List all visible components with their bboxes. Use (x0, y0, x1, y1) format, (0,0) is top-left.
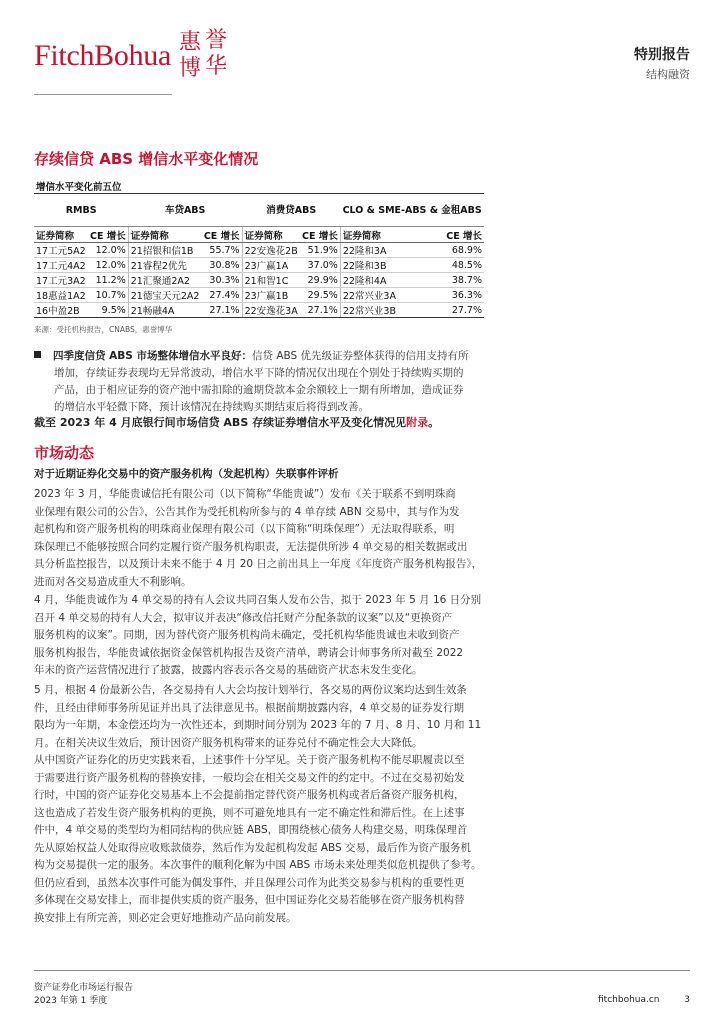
ce-change-cell: 27.7% (425, 303, 484, 318)
security-name-cell: 21睿程2优先 (128, 258, 201, 273)
paragraph-line: 服务机构的议案”。同期，因为替代资产服务机构尚未确定，受托机构华能贵诚也未收到资产 (34, 629, 460, 641)
appendix-link[interactable]: 附录 (406, 416, 429, 429)
paragraph-line: 于需要进行资产服务机构的替换安排，一般均会在相关交易文件的约定中。不过在交易初始发 (34, 771, 465, 784)
bullet-paragraph (34, 348, 484, 416)
security-name-cell: 22安逸花3A (242, 303, 300, 318)
paragraph-line: 进而对各交易造成重大不利影响。 (34, 575, 192, 588)
paragraph-line: 先从原始权益人处取得应收账款债券，然后作为发起机构发起 ABS 交易，最后作为资产服务机 (34, 841, 472, 854)
paragraph-line: 限均为一年期，本金偿还均为一次性还本，到期时间分别为 2023 年的 7 月、8 月、10 月和 11 (34, 719, 482, 731)
seal-char: 博 (179, 56, 202, 81)
paragraph-line: 起机构和资产服务机构的明珠商业保理有限公司（以下简称“明珠保理”）无法取得联系，明 (34, 523, 455, 535)
ce-change-cell: 12.0% (88, 258, 128, 273)
appendix-note-end: 。 (428, 416, 440, 429)
group-header: RMBS (34, 194, 128, 227)
group-header: 消费贷ABS (242, 194, 340, 227)
seal-char: 誉 (205, 28, 228, 53)
security-name-cell: 22常兴业3B (340, 303, 425, 318)
security-name-cell: 22隆和3A (340, 243, 425, 258)
table-row (34, 303, 484, 318)
bullet-text: 信贷 ABS 优先级证券整体获得的信用支持有所 (252, 350, 469, 362)
paragraph-line: 这也造成了若发生资产服务机构的更换，则不可避免地具有一定不确定性和滞后性。在上述事 (34, 806, 465, 819)
security-name-cell: 23广赢1B (242, 288, 300, 303)
security-name-cell: 21汇聚通2A2 (128, 273, 201, 288)
footer-divider (34, 970, 690, 971)
security-name-cell: 23广赢1A (242, 258, 300, 273)
security-name-cell: 18惠益1A2 (34, 288, 88, 303)
ce-change-cell: 68.9% (425, 243, 484, 258)
logo-text: FitchBohua (34, 39, 171, 72)
report-type-title: 特别报告 (634, 47, 690, 63)
ce-change-cell: 9.5% (88, 303, 128, 318)
paragraph-line: 行时，中国的资产证券化交易基本上不会提前指定替代资产服务机构或者后备资产服务机构， (34, 789, 465, 801)
ce-change-cell: 11.2% (88, 273, 128, 288)
section-title-ce: 存续信贷 ABS 增信水平变化情况 (34, 150, 259, 168)
security-name-cell: 21畅融4A (128, 303, 201, 318)
column-header: CE 增长 (88, 227, 128, 243)
paragraph-line: 年末的资产运营情况进行了披露，披露内容表示各交易的基础资产状态未发生变化。 (34, 664, 423, 676)
table-row (34, 273, 484, 288)
ce-change-cell: 12.0% (88, 243, 128, 258)
paragraph-line: 月。在相关决议生效后，预计因资产服务机构带来的证券兑付不确定性会大大降低。 (34, 736, 423, 749)
security-name-cell: 17工元4A2 (34, 258, 88, 273)
group-header: 车贷ABS (128, 194, 242, 227)
paragraph-line: 构为交易提供一定的服务。本次事件的顺利化解为中国 ABS 市场未来处理类似危机提供了参考。 (34, 859, 482, 871)
header-divider (34, 94, 172, 95)
security-name-cell: 22常兴业3A (340, 288, 425, 303)
paragraph-line: 2023 年 3 月，华能贵诚信托有限公司（以下简称“华能贵诚”）发布《关于联系不到明珠商 (34, 488, 456, 500)
paragraph-line: 具分析监控报告，以及预计未来不能于 4 月 20 日之前出具上一年度《年度资产服务机构报告》， (34, 558, 483, 570)
footer-report-period: 2023 年第 1 季度 (34, 996, 108, 1006)
bullet-text: 的增信水平轻微下降，预计该情况在持续购买期结束后将得到改善。 (54, 401, 369, 413)
paragraph-line: 召开 4 单交易的持有人大会，拟审议并表决“修改信托财产分配条款的议案”以及“更换资产 (34, 611, 453, 624)
seal-char: 惠 (179, 30, 202, 55)
ce-change-cell: 36.3% (425, 288, 484, 303)
page-number: 3 (684, 995, 690, 1005)
paragraph-line: 件，且经由律师事务所见证并出具了法律意见书。根据前期披露内容，4 单交易的证券发行期 (34, 701, 465, 714)
column-header: 证券简称 (34, 227, 88, 243)
footer-report-name: 资产证券化市场运行报告 (34, 983, 134, 993)
bullet-lead: 四季度信贷 ABS 市场整体增信水平良好： (53, 350, 253, 362)
bullet-text: 产品，由于相应证券的资产池中需扣除的逾期贷款本金余额较上一期有所增加，造成证券 (54, 384, 464, 396)
security-name-cell: 21和智1C (242, 273, 300, 288)
column-header: 证券简称 (128, 227, 201, 243)
paragraph-4 (34, 752, 486, 927)
ce-change-cell: 29.5% (300, 288, 340, 303)
paragraph-line: 珠保理已不能够按照合同约定履行资产服务机构职责，无法提供所涉 4 单交易的相关数据或出 (34, 540, 468, 553)
column-header: 证券简称 (242, 227, 300, 243)
security-name-cell: 17工元5A2 (34, 243, 88, 258)
appendix-note-text: 截至 2023 年 4 月底银行间市场信贷 ABS 存续证券增信水平及变化情况见 (34, 416, 407, 429)
column-header-row (34, 227, 484, 243)
column-header: CE 增长 (425, 227, 484, 243)
ce-change-cell: 38.7% (425, 273, 484, 288)
security-name-cell: 17工元3A2 (34, 273, 88, 288)
bullet-text: 增加，存续证券表现均无异常波动，增信水平下降的情况仅出现在个别处于持续购买期的 (54, 367, 464, 379)
paragraph-3 (34, 682, 486, 752)
column-header: CE 增长 (202, 227, 242, 243)
bullet-square-icon (34, 351, 41, 358)
paragraph-line: 件中，4 单交易的类型均为相同结构的供应链 ABS，即围绕核心债务人构建交易，明珠保理首 (34, 824, 468, 836)
ce-change-cell: 27.1% (300, 303, 340, 318)
section-title-market: 市场动态 (34, 444, 95, 462)
security-name-cell: 21招银和信1B (128, 243, 201, 258)
paragraph-line: 但仍应看到，虽然本次事件可能为偶发事件，并且保理公司作为此类交易参与机构的重要性更 (34, 876, 465, 889)
table-source: 来源：受托机构报告，CNABS，惠誉博华 (34, 325, 173, 334)
ce-change-cell: 29.9% (300, 273, 340, 288)
paragraph-line: 从中国资产证券化的历史实践来看，上述事件十分罕见。关于资产服务机构不能尽职履责以至 (34, 754, 465, 766)
column-header: CE 增长 (300, 227, 340, 243)
security-name-cell: 22安逸花2B (242, 243, 300, 258)
ce-change-cell: 51.9% (300, 243, 340, 258)
paragraph-line: 多体现在交易安排上，而非提供实质的资产服务，但中国证券化交易若能够在资产服务机构替 (34, 894, 465, 906)
ce-change-cell: 27.1% (202, 303, 242, 318)
ce-change-table (34, 178, 484, 318)
report-type (634, 44, 690, 82)
footer-report-info (34, 982, 133, 1008)
paragraph-line: 5 月，根据 4 份最新公告，各交易持有人大会均按计划举行，各交易的两份议案均达到生效条 (34, 684, 467, 696)
table-row (34, 243, 484, 258)
footer-website[interactable]: fitchbohua.cn (598, 995, 660, 1005)
seal-char: 华 (205, 54, 228, 79)
logo-seal (177, 28, 233, 84)
fitchbohua-logo (34, 28, 233, 84)
security-name-cell: 22隆和3B (340, 258, 425, 273)
appendix-note (34, 414, 439, 430)
ce-change-cell: 30.8% (202, 258, 242, 273)
paragraph-2 (34, 592, 486, 680)
ce-change-cell: 48.5% (425, 258, 484, 273)
report-type-subtitle: 结构融资 (646, 68, 690, 81)
ce-change-cell: 37.0% (300, 258, 340, 273)
table-row (34, 258, 484, 273)
paragraph-line: 换安排上有所完善，则必定会更好地推动产品向前发展。 (34, 911, 297, 924)
security-name-cell: 21德宝天元2A2 (128, 288, 201, 303)
ce-change-cell: 10.7% (88, 288, 128, 303)
table-caption: 增信水平变化前五位 (34, 178, 484, 194)
table-row (34, 288, 484, 303)
paragraph-line: 业保理有限公司的公告》，公告其作为受托机构所参与的 4 单存续 ABN 交易中，其与作为发 (34, 505, 460, 518)
column-header: 证券简称 (340, 227, 425, 243)
ce-change-cell: 30.3% (202, 273, 242, 288)
security-name-cell: 16中盈2B (34, 303, 88, 318)
section-subtitle: 对于近期证券化交易中的资产服务机构（发起机构）失联事件评析 (34, 468, 339, 480)
paragraph-line: 服务机构报告，华能贵诚依据资金保管机构报告及资产清单，聘请会计师事务所对截至 2022 (34, 646, 464, 659)
ce-change-cell: 55.7% (202, 243, 242, 258)
paragraph-1 (34, 486, 486, 591)
paragraph-line: 4 月，华能贵诚作为 4 单交易的持有人会议共同召集人发布公告，拟于 2023 年 5 月 16 日分别 (34, 594, 482, 606)
ce-change-cell: 27.4% (202, 288, 242, 303)
security-name-cell: 22隆和4A (340, 273, 425, 288)
group-header: CLO & SME-ABS & 金租ABS (340, 194, 484, 227)
